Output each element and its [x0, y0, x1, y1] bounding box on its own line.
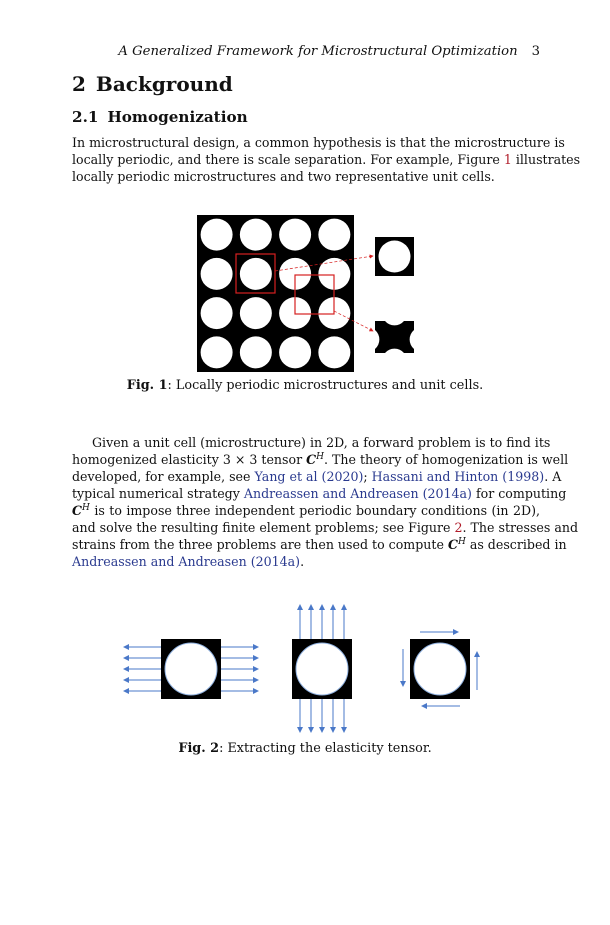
- citation-link[interactable]: Hassani and Hinton (1998): [371, 469, 545, 484]
- figure-1-link[interactable]: 1: [503, 152, 512, 167]
- microstructure-hole: [279, 219, 311, 251]
- bottom-load-arrows: [300, 699, 344, 732]
- unit-cell-shear-load: [403, 632, 477, 706]
- tensor-superscript: H: [82, 502, 90, 513]
- figure-2-text: : Extracting the elasticity tensor.: [219, 741, 432, 756]
- citation-link[interactable]: Yang et al (2020): [254, 469, 364, 484]
- microstructure-hole: [201, 258, 233, 290]
- text-span: for computing: [471, 486, 567, 501]
- text-span: illustrates: [511, 152, 581, 167]
- right-load-arrows: [221, 647, 258, 691]
- citation-link[interactable]: Andreassen and Andreasen (2014a): [72, 554, 301, 569]
- text-span: . The stresses and: [462, 520, 579, 535]
- text-span: and solve the resulting finite element problems; see Figure: [72, 520, 455, 535]
- tensor-symbol: C: [306, 452, 317, 467]
- section-title: Background: [95, 72, 233, 96]
- paragraph-line: Given a unit cell (microstructure) in 2D, a forward problem is to find its: [92, 435, 551, 450]
- microstructure-hole: [240, 258, 272, 290]
- subsection-number: 2.1: [72, 108, 99, 126]
- citation-link[interactable]: Andreassen and Andreasen (2014a): [243, 486, 472, 501]
- text-span: . A: [544, 469, 562, 484]
- unit-cell-hole: [379, 241, 411, 273]
- unit-cell-vertical-load: [292, 605, 352, 732]
- tensor-superscript: H: [316, 451, 324, 462]
- text-span: developed, for example, see: [72, 469, 255, 484]
- paragraph-line: [72, 485, 567, 502]
- microstructure-hole: [240, 219, 272, 251]
- paragraph-line: [72, 451, 569, 468]
- tensor-symbol: C: [447, 537, 458, 552]
- figure-1-image: [190, 208, 430, 374]
- paragraph-line: In microstructural design, a common hypothesis is that the microstructure is: [72, 135, 565, 150]
- tensor-superscript: H: [457, 536, 466, 547]
- paragraph-line: [72, 502, 540, 519]
- microstructure-hole: [201, 336, 233, 368]
- tensor-symbol: C: [72, 503, 83, 518]
- left-load-arrows: [124, 647, 161, 691]
- text-span: as described in: [465, 537, 567, 552]
- text-span: locally periodic, and there is scale separation. For example, Figure: [72, 152, 504, 167]
- unit-cell-horizontal-load: [124, 639, 258, 699]
- figure-1-caption: [0, 378, 610, 393]
- unit-cell-hole: [414, 643, 466, 695]
- section-number: 2: [72, 72, 86, 96]
- paragraph-line: [72, 553, 540, 570]
- microstructure-hole: [318, 336, 350, 368]
- figure-2-label: Fig. 2: [178, 741, 220, 756]
- microstructure-hole: [240, 336, 272, 368]
- figure-2-image: [110, 598, 500, 738]
- text-span: ;: [363, 469, 372, 484]
- figure-2-caption: [0, 741, 610, 756]
- microstructure-hole: [201, 297, 233, 329]
- unit-cell-cross: [375, 321, 414, 353]
- unit-cell-hole: [165, 643, 217, 695]
- section-heading: [72, 72, 233, 96]
- subsection-title: Homogenization: [107, 108, 248, 126]
- text-span: strains from the three problems are then used to compute: [72, 537, 448, 552]
- text-span: homogenized elasticity 3 × 3 tensor: [72, 452, 307, 467]
- text-span: typical numerical strategy: [72, 486, 244, 501]
- microstructure-hole: [240, 297, 272, 329]
- microstructure-hole: [201, 219, 233, 251]
- running-head-title: A Generalized Framework for Microstructural Optimization: [118, 44, 518, 59]
- unit-cell-hole: [296, 643, 348, 695]
- text-span: .: [300, 554, 305, 569]
- subsection-heading: [72, 108, 248, 126]
- figure-1-label: Fig. 1: [126, 378, 168, 393]
- text-span: . The theory of homogenization is well: [324, 452, 569, 467]
- running-head: [0, 44, 540, 59]
- paragraph-line: [72, 468, 562, 485]
- paragraph-line: locally periodic microstructures and two representative unit cells.: [72, 169, 495, 184]
- paragraph-line: [72, 151, 581, 168]
- figure-1-text: : Locally periodic microstructures and unit cells.: [167, 378, 484, 393]
- page-number: 3: [531, 44, 540, 59]
- top-load-arrows: [300, 605, 344, 639]
- paragraph-line: [72, 536, 567, 553]
- paragraph-2: [72, 434, 579, 570]
- paragraph-line: [72, 519, 579, 536]
- paragraph-1: [72, 134, 581, 185]
- microstructure-hole: [279, 336, 311, 368]
- figure-2-link[interactable]: 2: [454, 520, 463, 535]
- text-span: is to impose three independent periodic boundary conditions (in 2D),: [89, 503, 540, 518]
- microstructure-hole: [318, 219, 350, 251]
